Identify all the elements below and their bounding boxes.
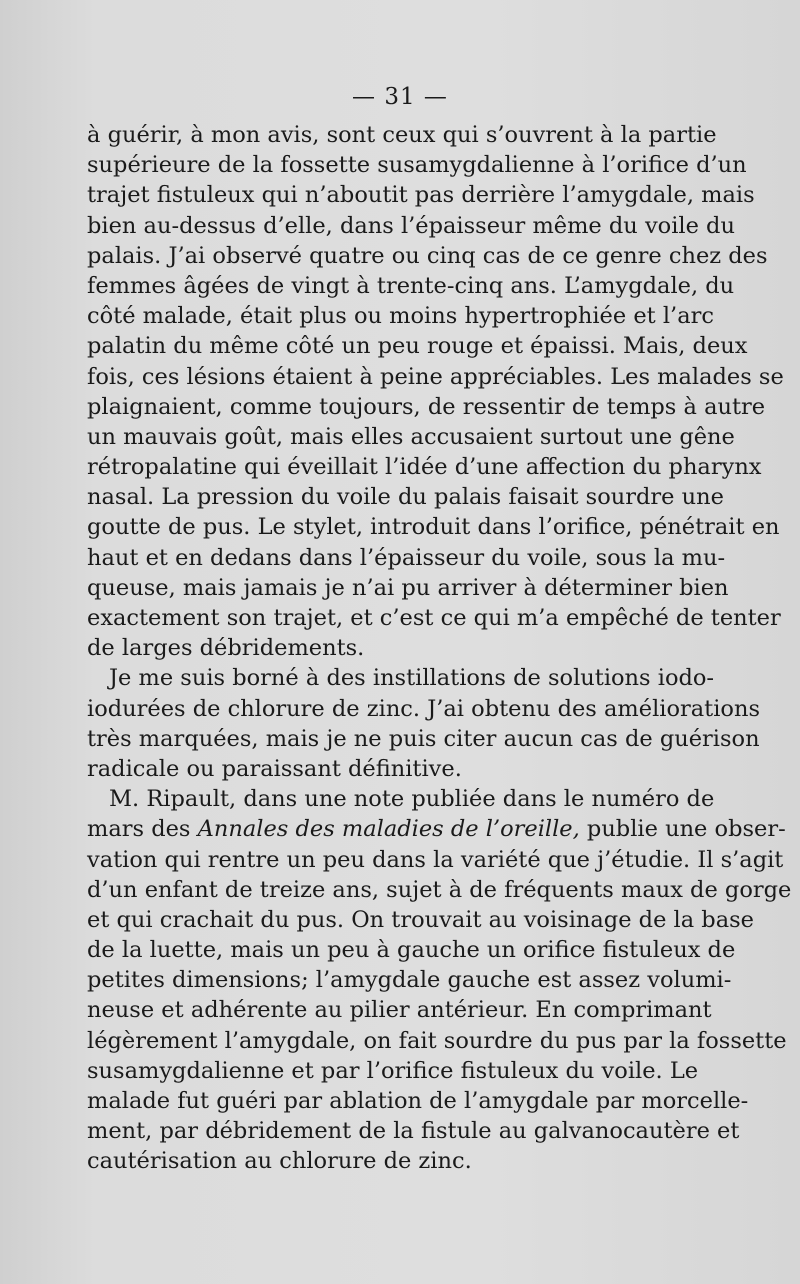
text-line: neuse et adhérente au pilier antérieur. En comprimant bbox=[87, 997, 712, 1024]
text-line: M. Ripault, dans une note publiée dans le numéro de bbox=[109, 786, 715, 813]
text-line: malade fut guéri par ablation de l’amygdale par morcelle- bbox=[87, 1088, 749, 1114]
text-line: cautérisation au chlorure de zinc. bbox=[87, 1148, 472, 1175]
text-line: de la luette, mais un peu à gauche un orifice fistuleux de bbox=[87, 937, 736, 964]
text-line: femmes âgées de vingt à trente-cinq ans. L’amygdale, du bbox=[87, 272, 735, 299]
text-line: bien au-dessus d’elle, dans l’épaisseur même du voile du bbox=[87, 212, 735, 239]
text-line: et qui crachait du pus. On trouvait au voisinage de la base bbox=[87, 906, 754, 933]
text-line: petites dimensions; l’amygdale gauche est assez volumi- bbox=[87, 967, 732, 994]
text-line: mars des Annales des maladies de l’oreille, publie une obser- bbox=[87, 816, 786, 843]
text-line: palatin du même côté un peu rouge et épaissi. Mais, deux bbox=[87, 333, 748, 360]
text-line: d’un enfant de treize ans, sujet à de fréquents maux de gorge bbox=[87, 876, 792, 903]
page-number: — 31 — bbox=[352, 84, 448, 110]
body-text bbox=[87, 120, 792, 1177]
text-line: très marquées, mais je ne puis citer aucun cas de guérison bbox=[87, 725, 760, 752]
text-line: iodurées de chlorure de zinc. J’ai obtenu des améliorations bbox=[87, 695, 761, 722]
text-line: queuse, mais jamais je n’ai pu arriver à déterminer bien bbox=[87, 574, 729, 601]
text-line: côté malade, était plus ou moins hypertrophiée et l’arc bbox=[87, 303, 714, 330]
text-line: plaignaient, comme toujours, de ressentir de temps à autre bbox=[87, 393, 766, 420]
text-line: légèrement l’amygdale, on fait sourdre du pus par la fossette bbox=[87, 1027, 787, 1054]
text-line: Je me suis borné à des instillations de solutions iodo- bbox=[109, 665, 715, 692]
text-line: à guérir, à mon avis, sont ceux qui s’ouvrent à la partie bbox=[87, 122, 717, 148]
text-line: haut et en dedans dans l’épaisseur du voile, sous la mu- bbox=[87, 544, 726, 571]
text-line: nasal. La pression du voile du palais faisait sourdre une bbox=[87, 484, 724, 511]
paragraph bbox=[87, 663, 761, 784]
text-line: supérieure de la fossette susamygdalienne à l’orifice d’un bbox=[87, 152, 747, 179]
text-line: susamygdalienne et par l’orifice fistuleux du voile. Le bbox=[87, 1057, 699, 1084]
text-line: fois, ces lésions étaient à peine appréciables. Les malades se bbox=[87, 363, 784, 390]
paragraph bbox=[87, 784, 792, 1176]
text-line: exactement son trajet, et c’est ce qui m’a empêché de tenter bbox=[87, 605, 781, 631]
text-line: vation qui rentre un peu dans la variété que j’étudie. Il s’agit bbox=[87, 846, 784, 873]
text-line: un mauvais goût, mais elles accusaient surtout une gêne bbox=[87, 423, 735, 450]
paragraph bbox=[87, 120, 784, 663]
text-line: palais. J’ai observé quatre ou cinq cas de ce genre chez des bbox=[87, 242, 768, 269]
text-line: goutte de pus. Le stylet, introduit dans l’orifice, pénétrait en bbox=[87, 514, 780, 541]
text-line: trajet fistuleux qui n’aboutit pas derrière l’amygdale, mais bbox=[87, 182, 755, 209]
text-line: de larges débridements. bbox=[87, 635, 365, 662]
text-line: ment, par débridement de la fistule au galvanocautère et bbox=[87, 1118, 740, 1145]
text-line: rétropalatine qui éveillait l’idée d’une affection du pharynx bbox=[87, 454, 762, 481]
text-line: radicale ou paraissant définitive. bbox=[87, 755, 462, 782]
